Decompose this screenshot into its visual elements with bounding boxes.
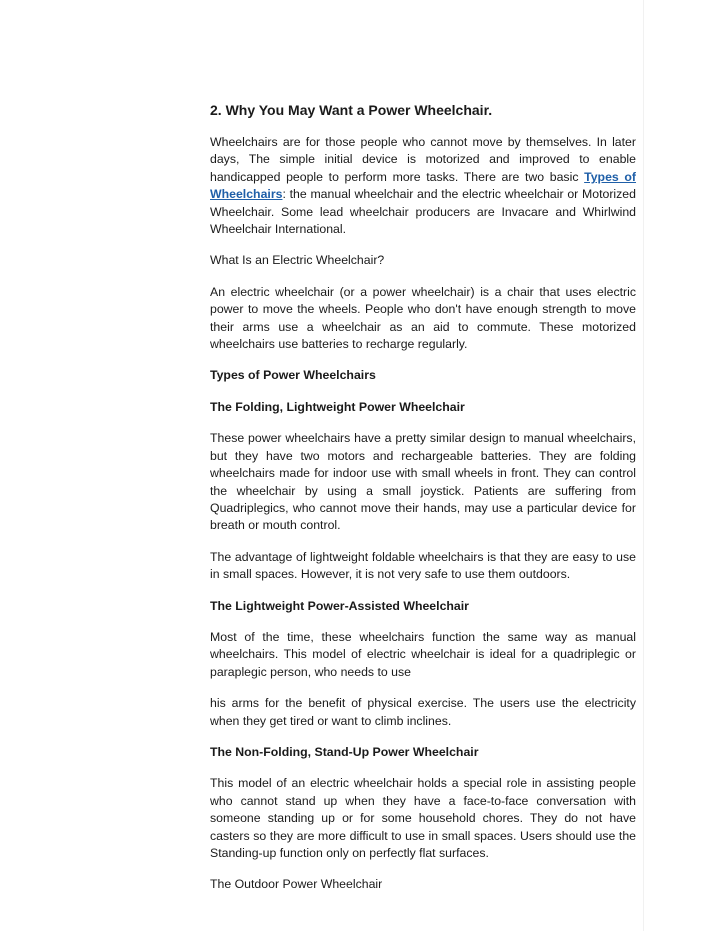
folding-paragraph-1: These power wheelchairs have a pretty similar design to manual wheelchairs, but they have two motors and rechargeable batteries. They are folding wheelchairs made for indoor use with small wheels in front. They can control the wheelchair by using a small joystick. Patients are suffering from Quadriplegics, who cannot move their hands, may use a particular device for breath or mouth control.: [210, 431, 636, 533]
intro-text-before: Wheelchairs are for those people who cannot move by themselves. In later days, The simple initial device is motorized and improved to enable handicapped people to perform more tasks. There are two basic: [210, 135, 636, 184]
outdoor-heading: The Outdoor Power Wheelchair: [210, 877, 383, 892]
standup-heading: The Non-Folding, Stand-Up Power Wheelchair: [210, 744, 479, 759]
section-heading: 2. Why You May Want a Power Wheelchair.: [210, 102, 493, 118]
standup-paragraph: This model of an electric wheelchair holds a special role in assisting people who cannot stand up when they have a face-to-face conversation with someone standing up or for some household chores. They do not have casters so they are more difficult to use in small spaces. Users should use the Standing-up function only on perfectly flat surfaces.: [210, 776, 636, 860]
electric-paragraph: An electric wheelchair (or a power wheelchair) is a chair that uses electric power to move the wheels. People who don't have enough strength to move their arms use a wheelchair as an aid to commute. These motorized wheelchairs use batteries to recharge regularly.: [210, 284, 636, 352]
page-edge: [643, 0, 644, 931]
electric-question: What Is an Electric Wheelchair?: [210, 253, 385, 268]
intro-paragraph: [210, 134, 636, 238]
folding-heading: The Folding, Lightweight Power Wheelchair: [210, 399, 465, 414]
folding-paragraph-2: The advantage of lightweight foldable wheelchairs is that they are easy to use in small spaces. However, it is not very safe to use them outdoors.: [210, 549, 636, 582]
assisted-paragraph-2: his arms for the benefit of physical exercise. The users use the electricity when they get tired or want to climb inclines.: [210, 696, 636, 728]
assisted-heading: The Lightweight Power-Assisted Wheelchair: [210, 598, 469, 613]
assisted-paragraph-1: Most of the time, these wheelchairs function the same way as manual wheelchairs. This model of electric wheelchair is ideal for a quadriplegic or paraplegic person, who needs to use: [210, 629, 636, 679]
document-content: [210, 100, 636, 908]
types-heading: Types of Power Wheelchairs: [210, 368, 376, 383]
intro-text-after: : the manual wheelchair and the electric wheelchair or Motorized Wheelchair. Some lead wheelchair producers are Invacare and Whirlwind Wheelchair International.: [210, 187, 636, 237]
types-of-wheelchairs-link[interactable]: Types of Wheelchairs: [210, 169, 637, 202]
